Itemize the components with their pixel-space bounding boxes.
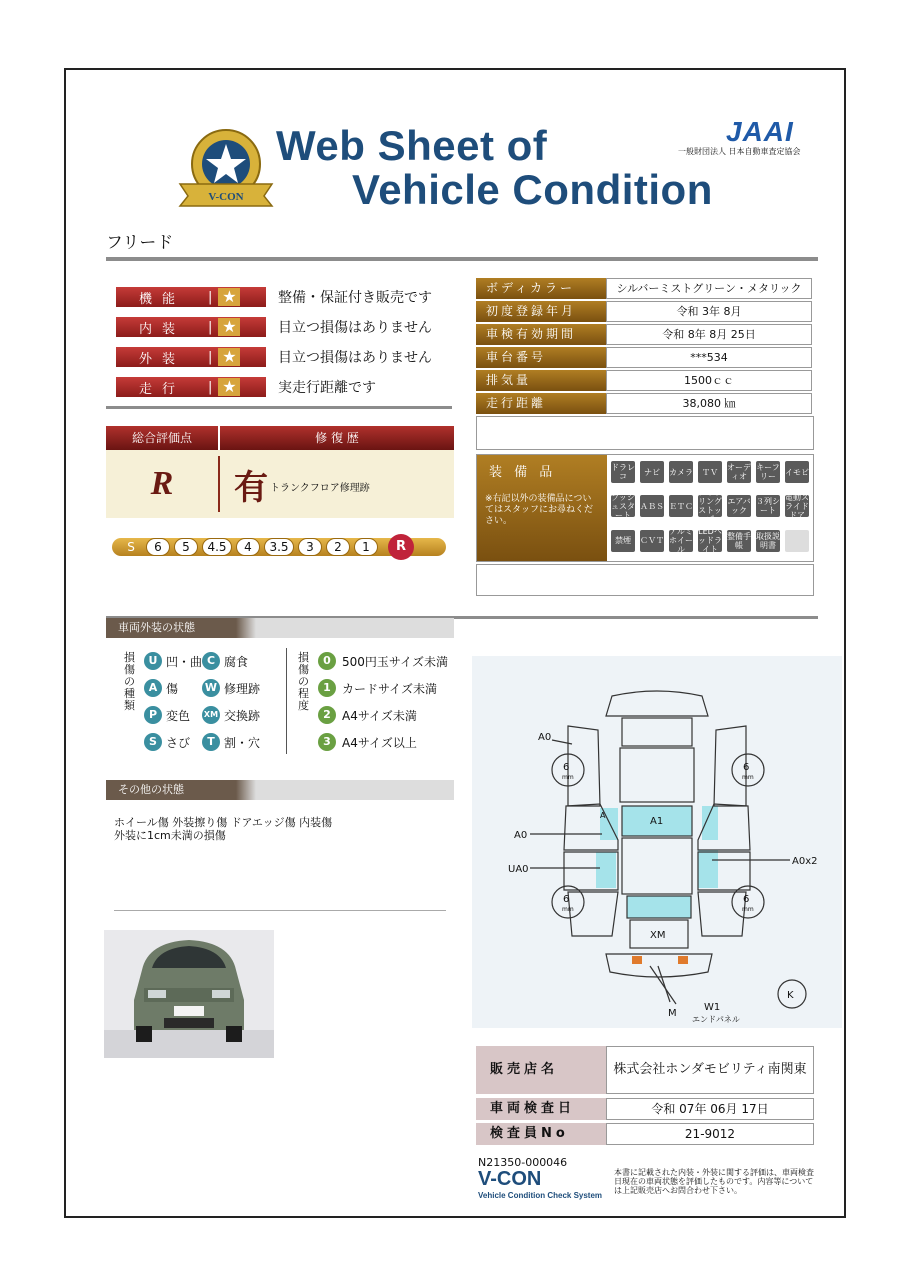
score-scale-items — [120, 534, 414, 560]
rating-label: 走行 — [138, 381, 185, 397]
panel-left-rear-door-highlight — [596, 852, 616, 888]
spec-row: 初度登録年月 令和 3年 8月 — [476, 301, 812, 322]
condition-sheet — [64, 68, 846, 1218]
rating-label: 機能 — [138, 291, 185, 307]
equipment-item: ＥＴＣ — [669, 495, 693, 517]
level-code: 0 — [318, 652, 336, 670]
label-xm: XM — [650, 930, 666, 941]
equipment-item: ＴＶ — [698, 461, 722, 483]
tire-unit: mm — [742, 906, 754, 913]
damage-level-label: 損傷の程度 — [298, 651, 309, 712]
ratings — [116, 282, 432, 402]
equipment-item: エアバック — [727, 497, 751, 516]
label-a0-left: A0 — [514, 830, 528, 841]
spec-row: 排気量 1500ｃｃ — [476, 370, 812, 391]
inspector-label: 検査員No — [476, 1123, 606, 1145]
equipment-item: アイドリングストップ — [698, 488, 722, 525]
equipment-item-blank — [785, 530, 809, 552]
damage-text: 変色 — [166, 708, 191, 723]
sheet-code: N21350-000046 — [478, 1156, 568, 1169]
damage-text: 修理跡 — [224, 681, 261, 696]
damage-text: 傷 — [166, 681, 179, 696]
car-name: フリード — [106, 233, 174, 253]
level-code: 1 — [318, 679, 336, 697]
damage-code: W — [202, 679, 220, 697]
shop-label: 販売店名 — [476, 1046, 606, 1094]
damage-text: 交換跡 — [224, 708, 261, 723]
scale-item: 4.5 — [202, 538, 232, 556]
equipment-item: キーフリー — [756, 463, 780, 481]
rating-text: 目立つ損傷はありません — [278, 350, 432, 366]
score-value: R — [106, 456, 220, 512]
equipment-item: 電動スライドドア — [785, 492, 809, 520]
damage-levels — [318, 652, 448, 751]
equipment-icons — [607, 455, 813, 561]
car-photo — [104, 930, 274, 1058]
other-line: ホイール傷 外装擦り傷 ドアエッジ傷 内装傷 — [114, 816, 333, 829]
org-name: 一般財団法人 日本自動車査定協会 — [678, 147, 801, 156]
damage-code: C — [202, 652, 220, 670]
equipment-item: ３列シート — [756, 497, 780, 516]
level-text: カードサイズ未満 — [342, 681, 438, 696]
label-w1: W1 — [704, 1002, 721, 1013]
star-icon: ★ — [218, 318, 240, 336]
star-icon: ★ — [218, 348, 240, 366]
equipment-item: ナビ — [640, 461, 664, 483]
panel-right-rear-door-highlight — [698, 850, 718, 888]
level-code: 3 — [318, 733, 336, 751]
spec-row: 車検有効期間 令和 8年 8月 25日 — [476, 324, 812, 345]
tire-depth: 6 — [743, 762, 750, 773]
label-a-small: A — [600, 811, 606, 820]
v-con-badge-icon — [174, 126, 278, 212]
tire-unit: mm — [562, 906, 574, 913]
equipment-item: アルミホイール — [669, 527, 693, 555]
other-section-head: その他の状態 — [106, 780, 454, 800]
label-a0-top: A0 — [538, 732, 552, 743]
label-ua0: UA0 — [508, 864, 529, 875]
equipment-box — [476, 454, 814, 562]
label-a1: A1 — [650, 816, 664, 827]
rating-label: 外装 — [138, 351, 185, 367]
spec-row: ボディカラー シルバーミストグリーン・メタリック — [476, 278, 812, 299]
blank-box — [476, 564, 814, 596]
history-value: 有 — [234, 467, 268, 508]
rating-label: 内装 — [138, 321, 185, 337]
dealer-box — [476, 1046, 814, 1145]
label-k: K — [787, 990, 794, 1001]
panel-rear-hatch-highlight — [627, 896, 691, 918]
equipment-item: 禁煙 — [611, 530, 635, 552]
scale-item: 4 — [236, 538, 260, 556]
equipment-item: イモビ — [785, 461, 809, 483]
damage-text: 割・穴 — [224, 735, 261, 750]
equipment-item: 整備手帳 — [727, 531, 751, 550]
tire-unit: mm — [562, 774, 574, 781]
equipment-item: LEDヘッドライト — [698, 527, 722, 555]
scale-item: 1 — [354, 538, 378, 556]
damage-code: XM — [202, 706, 220, 724]
date-label: 車両検査日 — [476, 1098, 606, 1120]
footer-brand: V-CON — [478, 1168, 542, 1190]
blank-box — [476, 416, 814, 450]
history-detail: トランクフロア修理跡 — [270, 482, 370, 494]
damage-types — [144, 652, 282, 751]
equipment-label: 装 備 品 — [489, 465, 557, 480]
equipment-item: オーディオ — [727, 463, 751, 481]
equipment-item: 取扱説明書 — [756, 531, 780, 550]
star-icon: ★ — [218, 288, 240, 306]
label-endpanel: エンドパネル — [692, 1015, 740, 1024]
rating-text: 目立つ損傷はありません — [278, 320, 432, 336]
rating-row: 機能 | ★ 整備・保証付き販売です — [116, 282, 432, 312]
tire-depth: 6 — [563, 894, 570, 905]
level-text: 500円玉サイズ未満 — [342, 654, 448, 669]
title-line2: Vehicle Condition — [352, 166, 713, 213]
equipment-item: プッシュスタート — [611, 492, 635, 520]
level-text: A4サイズ未満 — [342, 708, 417, 723]
damage-type-label: 損傷の種類 — [124, 651, 135, 712]
equipment-item: ドラレコ — [611, 463, 635, 481]
damage-code: A — [144, 679, 162, 697]
panel-right-front-door-highlight — [702, 806, 718, 840]
spec-row: 車台番号 ***534 — [476, 347, 812, 368]
scale-item: 2 — [326, 538, 350, 556]
level-code: 2 — [318, 706, 336, 724]
damage-code: P — [144, 706, 162, 724]
equipment-note: ※右記以外の装備品についてはスタッフにお尋ねください。 — [485, 494, 594, 526]
label-a0x2: A0x2 — [792, 856, 818, 867]
rating-row: 走行 | ★ 実走行距離です — [116, 372, 432, 402]
label-m: M — [668, 1008, 677, 1019]
damage-diagram — [472, 656, 842, 1028]
repair-box — [106, 426, 454, 522]
spec-row: 走行距離 38,080 ㎞ — [476, 393, 812, 414]
rating-row: 外装 | ★ 目立つ損傷はありません — [116, 342, 432, 372]
spec-table — [476, 278, 812, 416]
title-line1: Web Sheet of — [276, 122, 548, 169]
damage-text: さび — [166, 735, 191, 750]
equipment-item: ＡＢＳ — [640, 495, 664, 517]
tire-depth: 6 — [563, 762, 570, 773]
damage-text: 凹・曲 — [165, 654, 202, 669]
damage-code: U — [144, 652, 162, 670]
footer-brand-sub: Vehicle Condition Check System — [478, 1191, 603, 1200]
star-icon: ★ — [218, 378, 240, 396]
equipment-item: カメラ — [669, 461, 693, 483]
damage-code: T — [202, 733, 220, 751]
score-label: 総合評価点 — [106, 426, 220, 450]
scale-item: 5 — [174, 538, 198, 556]
scale-item: 3.5 — [264, 538, 294, 556]
date-value: 令和 07年 06月 17日 — [606, 1098, 814, 1120]
other-notes — [114, 816, 332, 842]
exterior-section-head: 車両外装の状態 — [106, 618, 454, 638]
scale-item: 6 — [146, 538, 170, 556]
footer-note: 本書に記載された内装・外装に関する評価は、車両検査日現在の車両状態を評価したものです。内容等については上記販売店へお問合わせ下さい。 — [614, 1168, 814, 1195]
tire-depth: 6 — [743, 894, 750, 905]
scale-item: 3 — [298, 538, 322, 556]
damage-code: S — [144, 733, 162, 751]
history-label: 修 復 歴 — [315, 431, 359, 445]
rating-text: 整備・保証付き販売です — [278, 290, 432, 306]
scale-item: S — [127, 540, 135, 554]
rating-row: 内装 | ★ 目立つ損傷はありません — [116, 312, 432, 342]
scale-item-current: R — [388, 534, 414, 560]
divider — [106, 257, 818, 261]
jaai-logo: JAAI — [726, 116, 794, 147]
rating-text: 実走行距離です — [278, 380, 376, 396]
damage-text: 腐食 — [224, 654, 249, 669]
equipment-item: ＣＶＴ — [640, 530, 664, 552]
other-line: 外装に1cm未満の損傷 — [114, 829, 226, 842]
svg-text:V-CON: V-CON — [208, 191, 244, 203]
inspector-value: 21-9012 — [606, 1123, 814, 1145]
level-text: A4サイズ以上 — [342, 735, 417, 750]
shop-value: 株式会社ホンダモビリティ南関東 — [606, 1046, 814, 1094]
tire-unit: mm — [742, 774, 754, 781]
